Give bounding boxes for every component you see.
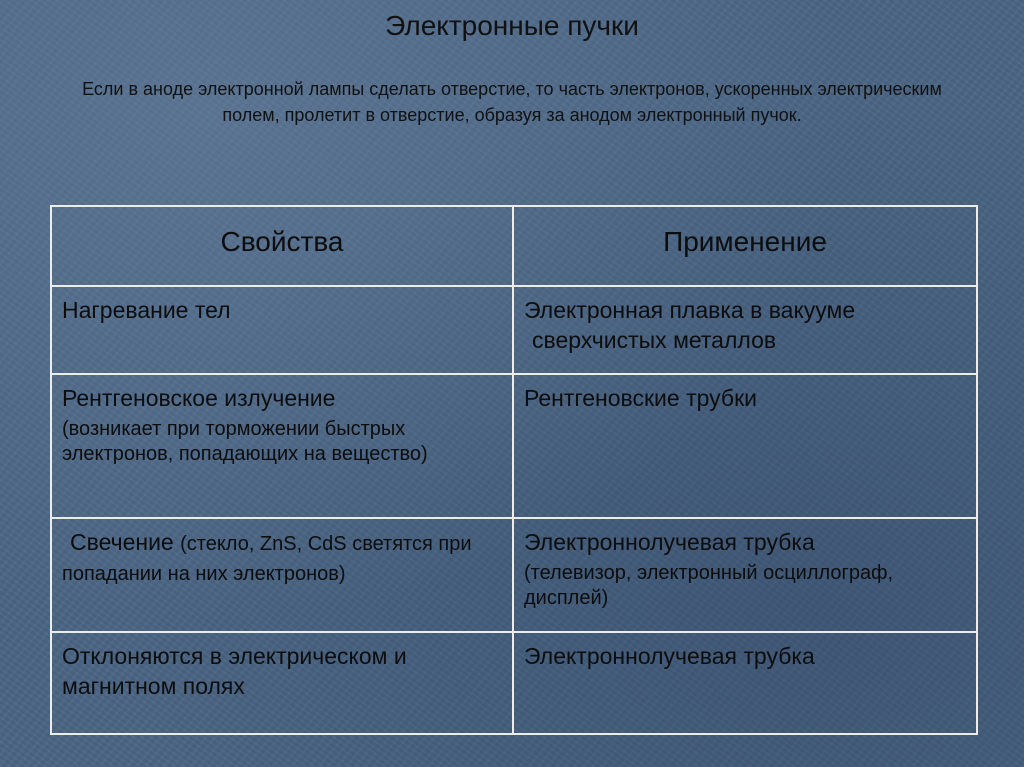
application-text: Рентгеновские трубки (524, 385, 757, 411)
table-row (51, 632, 977, 734)
properties-table (50, 205, 978, 735)
header-application: Применение (513, 206, 977, 286)
header-properties: Свойства (51, 206, 513, 286)
property-cell (51, 286, 513, 374)
application-cell (513, 286, 977, 374)
application-note: сверхчистых металлов (532, 327, 777, 353)
property-note: (стекло, ZnS, CdS светятся при попадании на них электронов) (62, 533, 472, 585)
property-text: Свечение (70, 529, 174, 555)
application-text: Электронная плавка в вакууме (524, 297, 856, 323)
property-text: Нагревание тел (62, 297, 231, 323)
application-cell (513, 632, 977, 734)
application-text: Электроннолучевая трубка (524, 529, 815, 555)
application-note: (телевизор, электронный осциллограф, дисплей) (524, 562, 894, 609)
property-text: Отклоняются в электрическом и магнитном полях (62, 643, 407, 699)
application-cell (513, 518, 977, 632)
property-note: (возникает при торможении быстрых электронов, попадающих на вещество) (62, 418, 428, 465)
property-cell (51, 518, 513, 632)
table-row (51, 518, 977, 632)
property-text: Рентгеновское излучение (62, 385, 336, 411)
table-row (51, 374, 977, 518)
application-text: Электроннолучевая трубка (524, 643, 815, 669)
table-row (51, 286, 977, 374)
property-cell (51, 632, 513, 734)
slide-title: Электронные пучки (385, 10, 639, 41)
application-cell (513, 374, 977, 518)
property-cell (51, 374, 513, 518)
table-header-row (51, 206, 977, 286)
intro-text: Если в аноде электронной лампы сделать отверстие, то часть электронов, ускоренных электрическим полем, пролетит в отверстие, образуя за анодом электронный пучок. (82, 79, 942, 125)
